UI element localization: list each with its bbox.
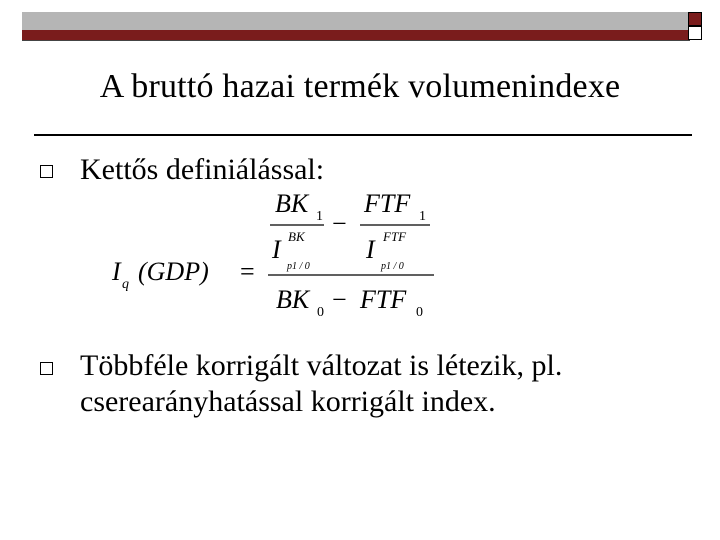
formula-svg xyxy=(100,180,460,330)
formula-num-left-top: BK xyxy=(275,189,309,218)
formula-num-left-bottom-sup: BK xyxy=(288,229,305,244)
formula-num-right-bottom-i: I xyxy=(366,235,375,264)
formula-num-right-bottom-sup: FTF xyxy=(383,229,407,244)
bullet-text: Többféle korrigált változat is létezik, pl. cserearányhatással korrigált index. xyxy=(80,349,563,418)
formula-lhs-sub: q xyxy=(122,277,129,292)
formula-den-minus: − xyxy=(332,285,347,314)
formula-num-right-top-sub: 1 xyxy=(419,209,426,224)
top-decor-bar xyxy=(22,12,690,30)
formula-den-left: BK xyxy=(276,285,310,314)
corner-square-outline xyxy=(688,26,702,40)
formula-num-left-bottom-sub: p1 / 0 xyxy=(287,261,310,272)
formula-num-left-bottom-i: I xyxy=(272,235,281,264)
formula-equals: = xyxy=(240,257,255,286)
formula-den-right: FTF xyxy=(360,285,407,314)
bullet-square-icon xyxy=(40,165,53,178)
bullet-text: Kettős definiálással: xyxy=(80,153,325,186)
title-underline xyxy=(34,134,692,136)
formula-minus: − xyxy=(332,209,347,238)
top-accent-bar xyxy=(22,30,690,40)
formula-num-right-top: FTF xyxy=(364,189,411,218)
formula-num-left-top-sub: 1 xyxy=(316,209,323,224)
formula-num-right-bottom-sub: p1 / 0 xyxy=(381,261,404,272)
formula-lhs-i: I xyxy=(112,257,121,286)
bullet-square-icon xyxy=(40,362,53,375)
formula-den-right-sub: 0 xyxy=(416,305,423,320)
slide-title: A bruttó hazai termék volumenindexe xyxy=(99,68,621,105)
formula xyxy=(100,180,460,330)
corner-square-filled xyxy=(688,12,702,26)
top-decor-line xyxy=(22,40,690,41)
formula-lhs-arg: (GDP) xyxy=(138,257,209,286)
formula-den-left-sub: 0 xyxy=(317,305,324,320)
